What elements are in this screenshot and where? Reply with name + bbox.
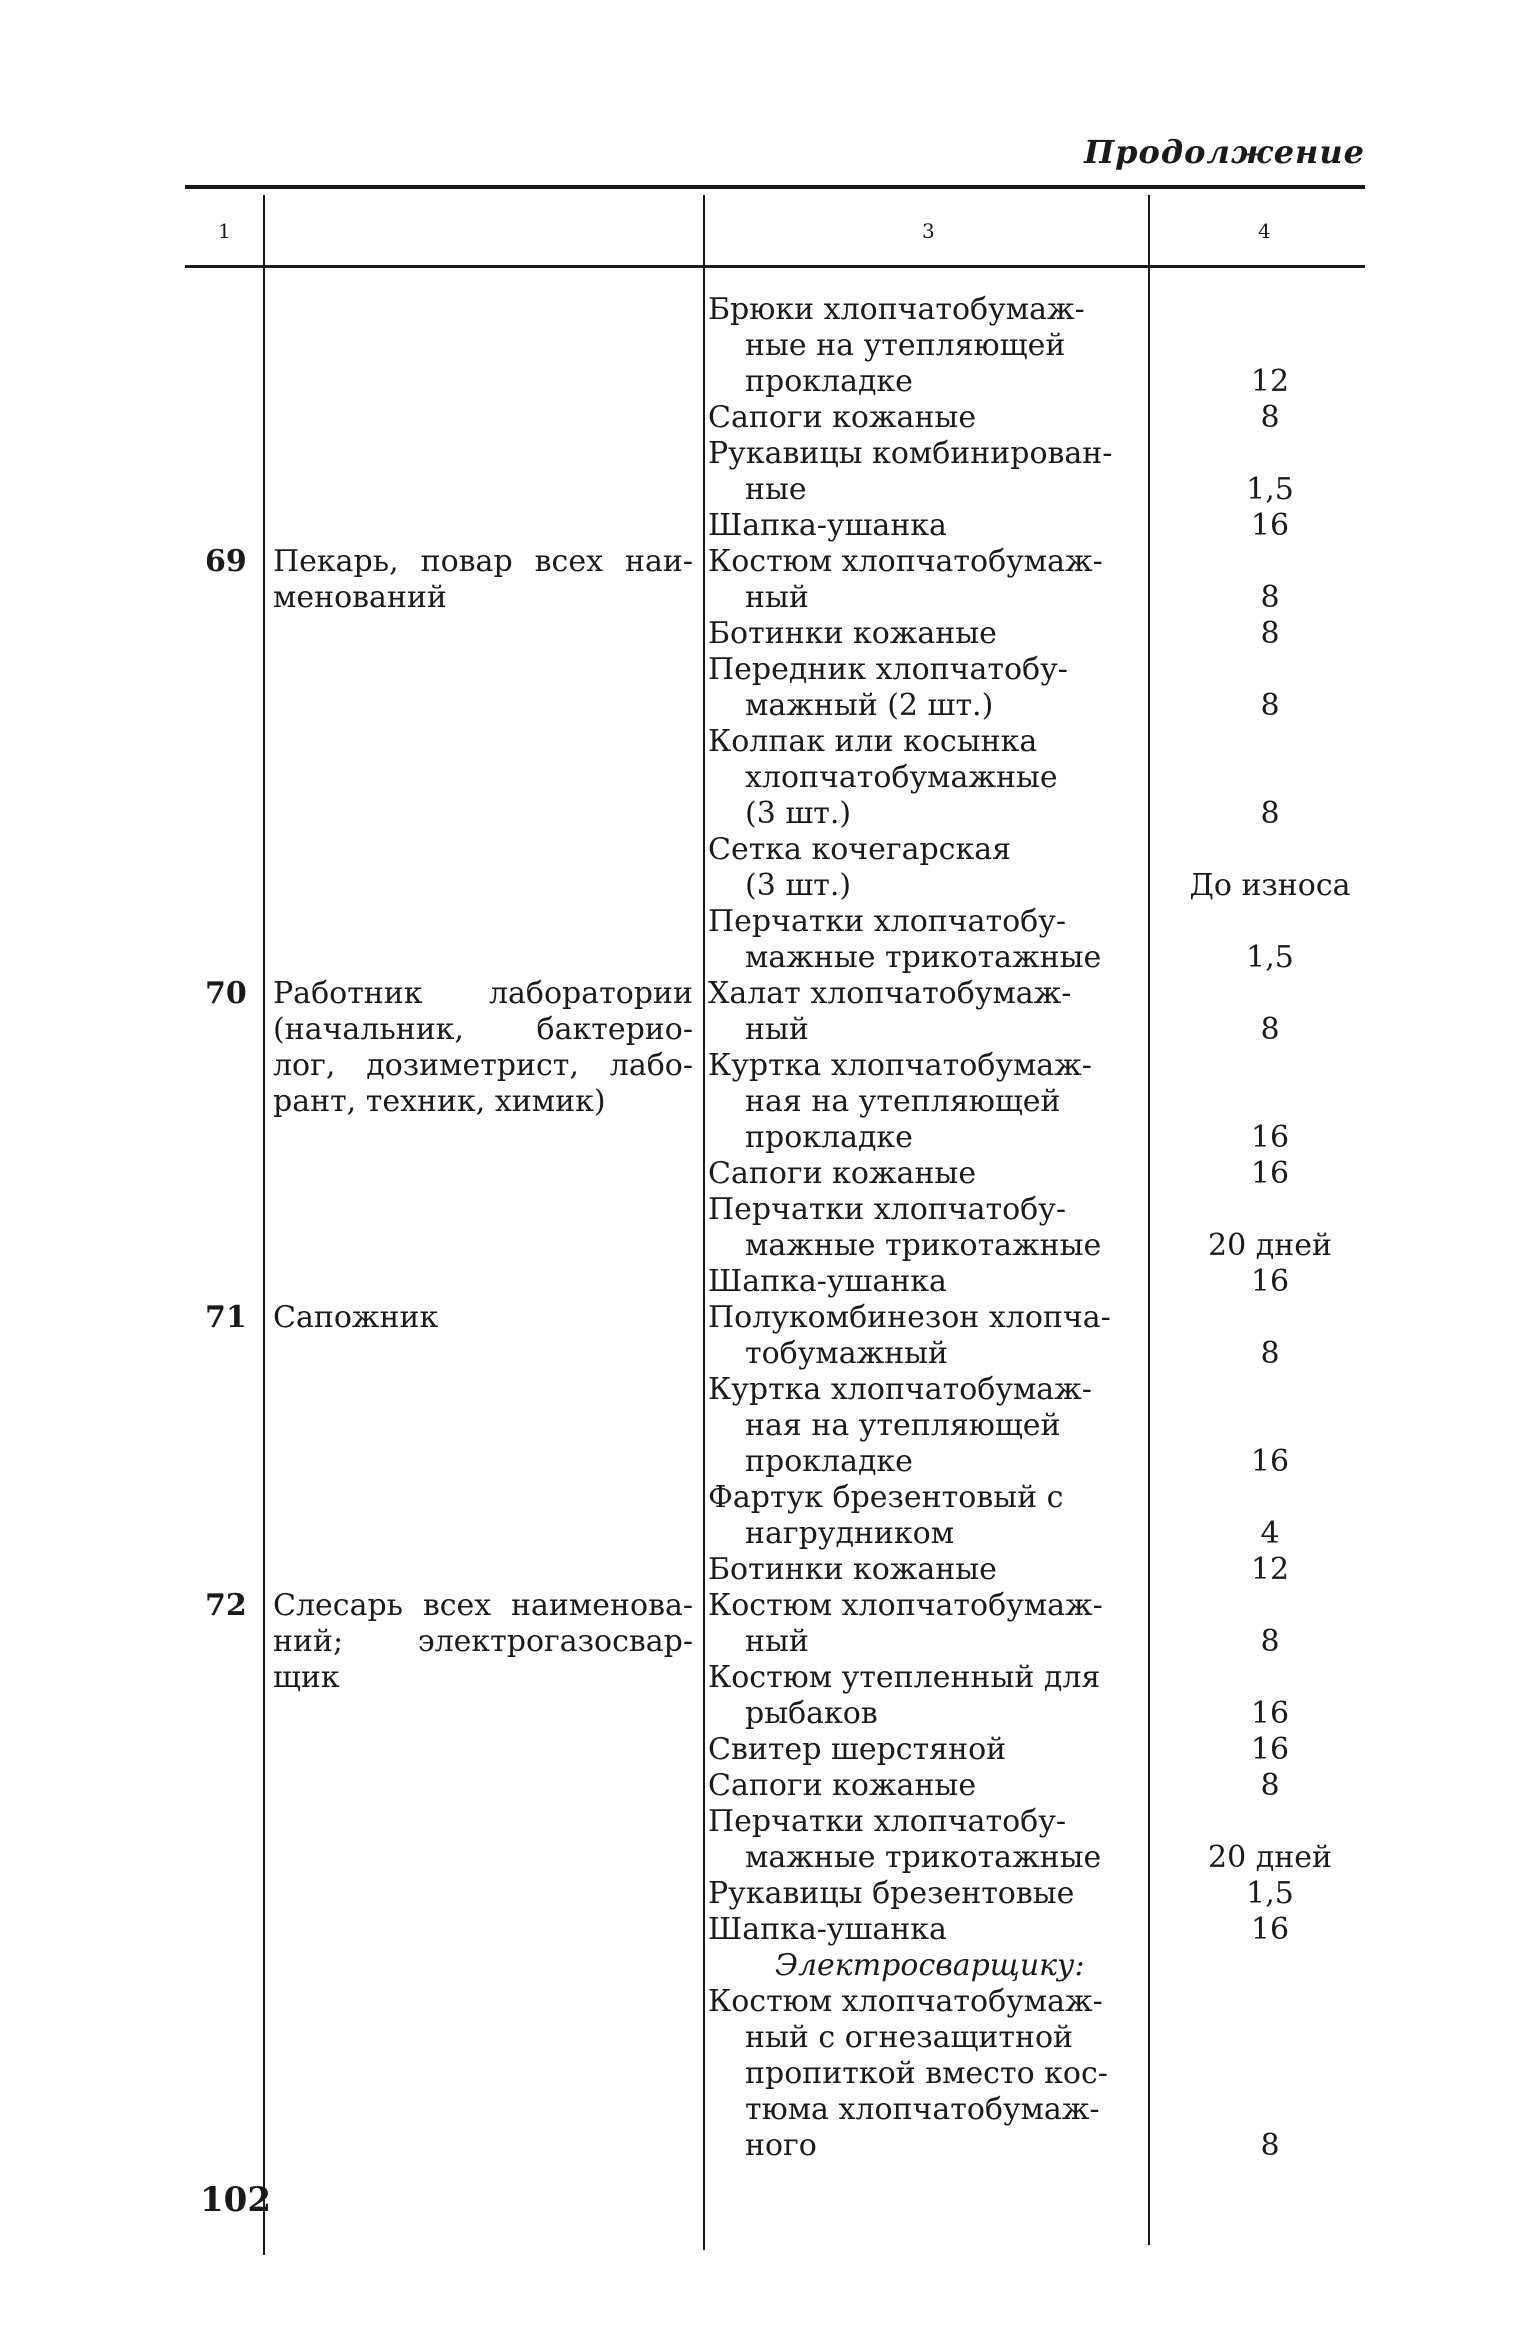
item-line: ный	[745, 1012, 809, 1047]
item-value: 8	[1260, 400, 1280, 435]
item-line: Рукавицы брезентовые	[708, 1876, 1075, 1911]
item-value: 1,5	[1246, 940, 1294, 975]
continuation-label: Продолжение	[1083, 133, 1365, 171]
item-value: 8	[1260, 1012, 1280, 1047]
item-value: 16	[1250, 1732, 1290, 1767]
item-line: Сапоги кожаные	[708, 1768, 977, 1803]
item-line: ная на утепляющей	[745, 1408, 1061, 1443]
item-value: 8	[1260, 796, 1280, 831]
item-line: ные	[745, 472, 807, 507]
profession-line: Сапожник	[273, 1300, 439, 1335]
profession-name	[273, 1588, 693, 1696]
item-value: 16	[1250, 1120, 1290, 1155]
item-line: Передник хлопчатобу-	[708, 652, 1068, 687]
profession-line: Слесарь всех наименова-	[273, 1588, 693, 1623]
row-number: 69	[205, 544, 247, 579]
profession-line: Работник лаборатории	[273, 976, 693, 1011]
column-divider-2	[703, 195, 705, 2250]
item-line: Шапка-ушанка	[708, 1264, 947, 1299]
item-line: Куртка хлопчатобумаж-	[708, 1372, 1092, 1407]
item-line: мажный (2 шт.)	[745, 688, 994, 723]
item-line: Костюм утепленный для	[708, 1660, 1101, 1695]
item-line: (3 шт.)	[745, 796, 852, 831]
item-line: мажные трикотажные	[745, 940, 1102, 975]
item-line: Сетка кочегарская	[708, 832, 1012, 867]
item-line: рыбаков	[745, 1696, 878, 1731]
item-line: ный	[745, 1624, 809, 1659]
item-value: 4	[1260, 1516, 1280, 1551]
item-line: Куртка хлопчатобумаж-	[708, 1048, 1092, 1083]
item-value: 1,5	[1246, 472, 1294, 507]
item-value: 20 дней	[1208, 1228, 1332, 1263]
item-line: Брюки хлопчатобумаж-	[708, 292, 1085, 327]
item-value: 16	[1250, 508, 1290, 543]
item-line: хлопчатобумажные	[745, 760, 1058, 795]
item-value: 8	[1260, 580, 1280, 615]
item-line: Костюм хлопчатобумаж-	[708, 544, 1103, 579]
item-line: Полукомбинезон хлопча-	[708, 1300, 1111, 1335]
item-line: ный с огнезащитной	[745, 2020, 1074, 2055]
top-rule	[185, 185, 1365, 189]
item-value: 8	[1260, 1624, 1280, 1659]
column-divider-3	[1148, 195, 1150, 2245]
item-value: 12	[1250, 364, 1290, 399]
profession-name	[273, 976, 693, 1120]
profession-line: лог, дозиметрист, лабо-	[273, 1048, 693, 1083]
item-line: прокладке	[745, 1444, 913, 1479]
item-line: Рукавицы комбинирован-	[708, 436, 1113, 471]
item-line: ного	[745, 2128, 817, 2163]
item-line: мажные трикотажные	[745, 1840, 1102, 1875]
column-header-4: 4	[1258, 219, 1271, 243]
item-line: (3 шт.)	[745, 868, 852, 903]
item-value: 8	[1260, 688, 1280, 723]
item-line: Костюм хлопчатобумаж-	[708, 1984, 1103, 2019]
profession-line: рант, техник, химик)	[273, 1084, 606, 1119]
profession-line: Пекарь, повар всех наи-	[273, 544, 693, 579]
item-value: 8	[1260, 1768, 1280, 1803]
item-subheading: Электросварщику:	[775, 1948, 1085, 1983]
item-line: Фартук брезентовый с	[708, 1480, 1064, 1515]
item-line: ная на утепляющей	[745, 1084, 1061, 1119]
item-line: прокладке	[745, 1120, 913, 1155]
row-number: 72	[205, 1588, 247, 1623]
item-value: 8	[1260, 616, 1280, 651]
item-line: Перчатки хлопчатобу-	[708, 1804, 1066, 1839]
item-line: Шапка-ушанка	[708, 508, 947, 543]
item-line: мажные трикотажные	[745, 1228, 1102, 1263]
item-line: тюма хлопчатобумаж-	[745, 2092, 1100, 2127]
item-value: 16	[1250, 1696, 1290, 1731]
item-value: До износа	[1189, 868, 1351, 903]
profession-name	[273, 1300, 693, 1336]
profession-line: щик	[273, 1660, 340, 1695]
profession-line: (начальник, бактерио-	[273, 1012, 693, 1047]
item-value: 12	[1250, 1552, 1290, 1587]
item-line: пропиткой вместо кос-	[745, 2056, 1108, 2091]
item-line: ные на утепляющей	[745, 328, 1066, 363]
item-line: ный	[745, 580, 809, 615]
item-line: прокладке	[745, 364, 913, 399]
column-header-3: 3	[922, 219, 935, 243]
item-line: Свитер шерстяной	[708, 1732, 1007, 1767]
item-line: тобумажный	[745, 1336, 949, 1371]
profession-line: менований	[273, 580, 447, 615]
column-header-1: 1	[218, 219, 231, 243]
item-line: Ботинки кожаные	[708, 1552, 997, 1587]
item-line: Перчатки хлопчатобу-	[708, 904, 1066, 939]
item-value: 8	[1260, 2128, 1280, 2163]
item-value: 16	[1250, 1444, 1290, 1479]
item-value: 20 дней	[1208, 1840, 1332, 1875]
item-value: 8	[1260, 1336, 1280, 1371]
item-value: 16	[1250, 1912, 1290, 1947]
column-divider-1	[263, 195, 265, 2255]
item-line: Ботинки кожаные	[708, 616, 997, 651]
header-rule	[185, 265, 1365, 268]
row-number: 70	[205, 976, 247, 1011]
page-number: 102	[200, 2180, 271, 2220]
item-line: Колпак или косынка	[708, 724, 1038, 759]
profession-line: ний; электрогазосвар-	[273, 1624, 693, 1659]
item-line: Халат хлопчатобумаж-	[708, 976, 1072, 1011]
item-value: 16	[1250, 1264, 1290, 1299]
item-line: Сапоги кожаные	[708, 400, 977, 435]
row-number: 71	[205, 1300, 247, 1335]
profession-name	[273, 544, 693, 616]
item-line: Перчатки хлопчатобу-	[708, 1192, 1066, 1227]
item-line: Шапка-ушанка	[708, 1912, 947, 1947]
item-line: нагрудником	[745, 1516, 955, 1551]
item-line: Костюм хлопчатобумаж-	[708, 1588, 1103, 1623]
item-value: 16	[1250, 1156, 1290, 1191]
item-line: Сапоги кожаные	[708, 1156, 977, 1191]
item-value: 1,5	[1246, 1876, 1294, 1911]
